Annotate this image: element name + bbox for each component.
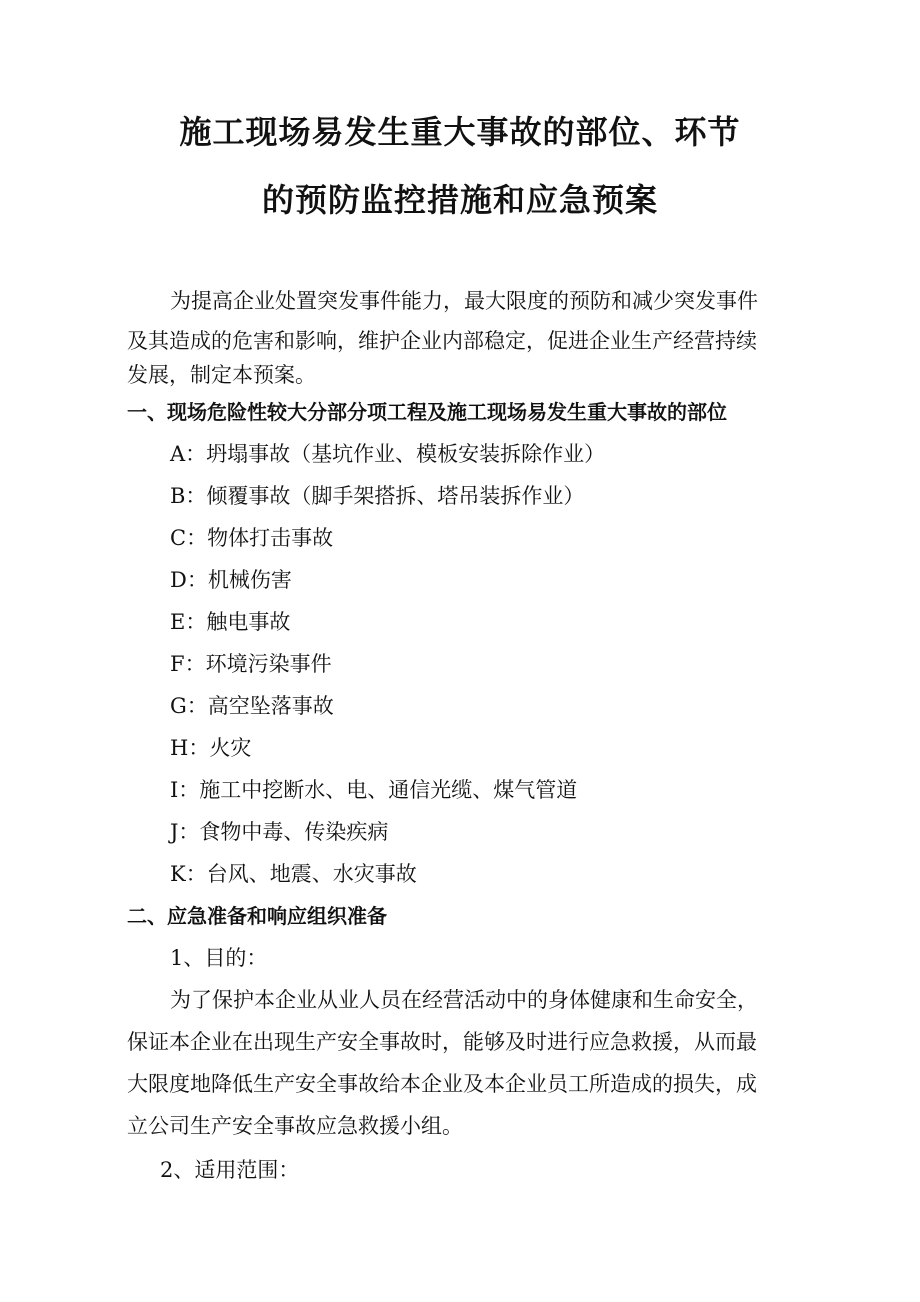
intro-paragraph-line-1: 为提高企业处置突发事件能力，最大限度的预防和减少突发事件 [170, 289, 758, 313]
hazard-item: I：施工中挖断水、电、通信光缆、煤气管道 [170, 778, 578, 802]
hazard-item: H：火灾 [170, 736, 252, 760]
intro-paragraph-line-3: 发展，制定本预案。 [127, 363, 316, 387]
purpose-label: 1、目的： [170, 946, 268, 970]
hazard-item: E：触电事故 [170, 610, 291, 634]
scope-label: 2、适用范围： [160, 1158, 300, 1182]
hazard-item: F：环境污染事件 [170, 652, 332, 676]
hazard-item: K：台风、地震、水灾事故 [170, 862, 417, 886]
document-title-line-2: 的预防监控措施和应急预案 [261, 181, 658, 219]
section-2-heading: 二、应急准备和响应组织准备 [127, 904, 387, 928]
intro-paragraph-line-2: 及其造成的危害和影响，维护企业内部稳定，促进企业生产经营持续 [127, 329, 757, 353]
purpose-paragraph-line-1: 为了保护本企业从业人员在经营活动中的身体健康和生命安全， [170, 988, 758, 1012]
hazard-item: J：食物中毒、传染疾病 [170, 820, 389, 844]
document-title-line-1: 施工现场易发生重大事故的部位、环节 [179, 113, 741, 151]
section-1-heading: 一、现场危险性较大分部分项工程及施工现场易发生重大事故的部位 [127, 400, 727, 424]
purpose-paragraph-line-4: 立公司生产安全事故应急救援小组。 [127, 1114, 463, 1138]
purpose-paragraph-line-2: 保证本企业在出现生产安全事故时，能够及时进行应急救援，从而最 [127, 1030, 757, 1054]
hazard-item: B：倾覆事故（脚手架搭拆、塔吊装拆作业） [170, 484, 585, 508]
hazard-item: A：坍塌事故（基坑作业、模板安装拆除作业） [170, 442, 606, 466]
purpose-paragraph-line-3: 大限度地降低生产安全事故给本企业及本企业员工所造成的损失，成 [127, 1072, 757, 1096]
hazard-item: D：机械伤害 [170, 568, 292, 592]
hazard-item: C：物体打击事故 [170, 526, 334, 550]
hazard-item: G：高空坠落事故 [170, 694, 334, 718]
